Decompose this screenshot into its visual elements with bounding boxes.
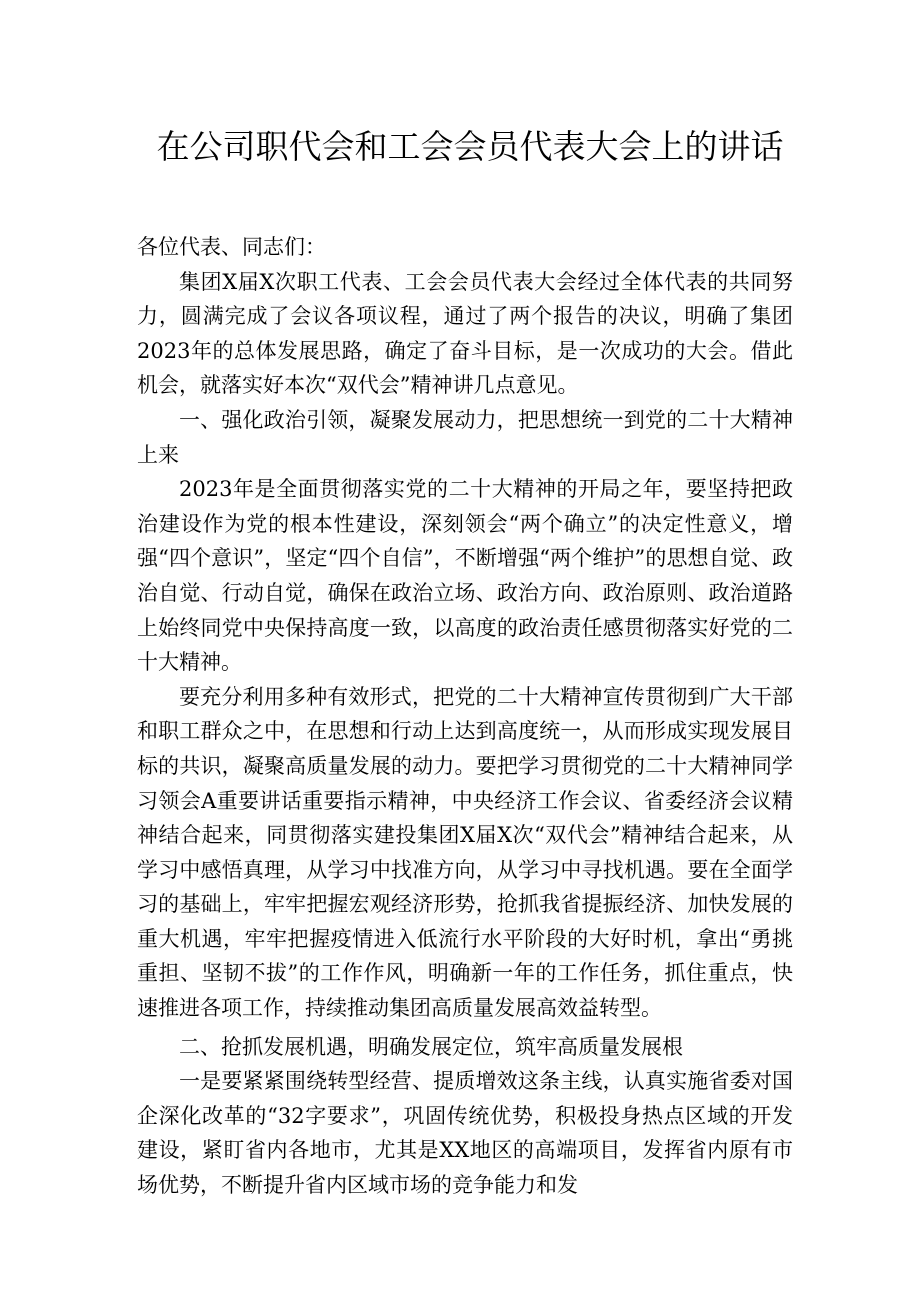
section-heading-1: 一、强化政治引领，凝聚发展动力，把思想统一到党的二十大精神上来 xyxy=(137,407,793,467)
paragraph-section2-a: 一是要紧紧围绕转型经营、提质增效这条主线，认真实施省委对国企深化改革的“32字要求”，巩固传统优势，积极投身热点区域的开发建设，紧盯省内各地市，尤其是XX地区的高端项目，发挥省内原有市场优势，不断提升省内区域市场的竞争能力和发 xyxy=(137,1069,793,1198)
document-body xyxy=(137,230,793,1203)
paragraph-section1-b: 要充分利用多种有效形式，把党的二十大精神宣传贯彻到广大干部和职工群众之中，在思想和行动上达到高度统一，从而形成实现发展目标的共识，凝聚高质量发展的动力。要把学习贯彻党的二十大精神同学习领会A重要讲话重要指示精神，中央经济工作会议、省委经济会议精神结合起来，同贯彻落实建投集团X届X次“双代会”精神结合起来，从学习中感悟真理，从学习中找准方向，从学习中寻找机遇。要在全面学习的基础上，牢牢把握宏观经济形势，抢抓我省提振经济、加快发展的重大机遇，牢牢把握疫情进入低流行水平阶段的大好时机，拿出“勇挑重担、坚韧不拔”的工作作风，明确新一年的工作任务，抓住重点，快速推进各项工作，持续推动集团高质量发展高效益转型。 xyxy=(137,684,793,1021)
paragraph-intro: 集团X届X次职工代表、工会会员代表大会经过全体代表的共同努力，圆满完成了会议各项议程，通过了两个报告的决议，明确了集团2023年的总体发展思路，确定了奋斗目标，是一次成功的大会。借此机会，就落实好本次“双代会”精神讲几点意见。 xyxy=(137,269,793,398)
document-title: 在公司职代会和工会会员代表大会上的讲话 xyxy=(156,127,784,166)
section-heading-2: 二、抢抓发展机遇，明确发展定位，筑牢高质量发展根 xyxy=(179,1034,683,1059)
salutation: 各位代表、同志们： xyxy=(137,235,326,259)
paragraph-section1-a: 2023年是全面贯彻落实党的二十大精神的开局之年，要坚持把政治建设作为党的根本性建设，深刻领会“两个确立”的决定性意义，增强“四个意识”，坚定“四个自信”，不断增强“两个维护”的思想自觉、政治自觉、行动自觉，确保在政治立场、政治方向、政治原则、政治道路上始终同党中央保持高度一致，以高度的政治责任感贯彻落实好党的二十大精神。 xyxy=(137,477,793,675)
